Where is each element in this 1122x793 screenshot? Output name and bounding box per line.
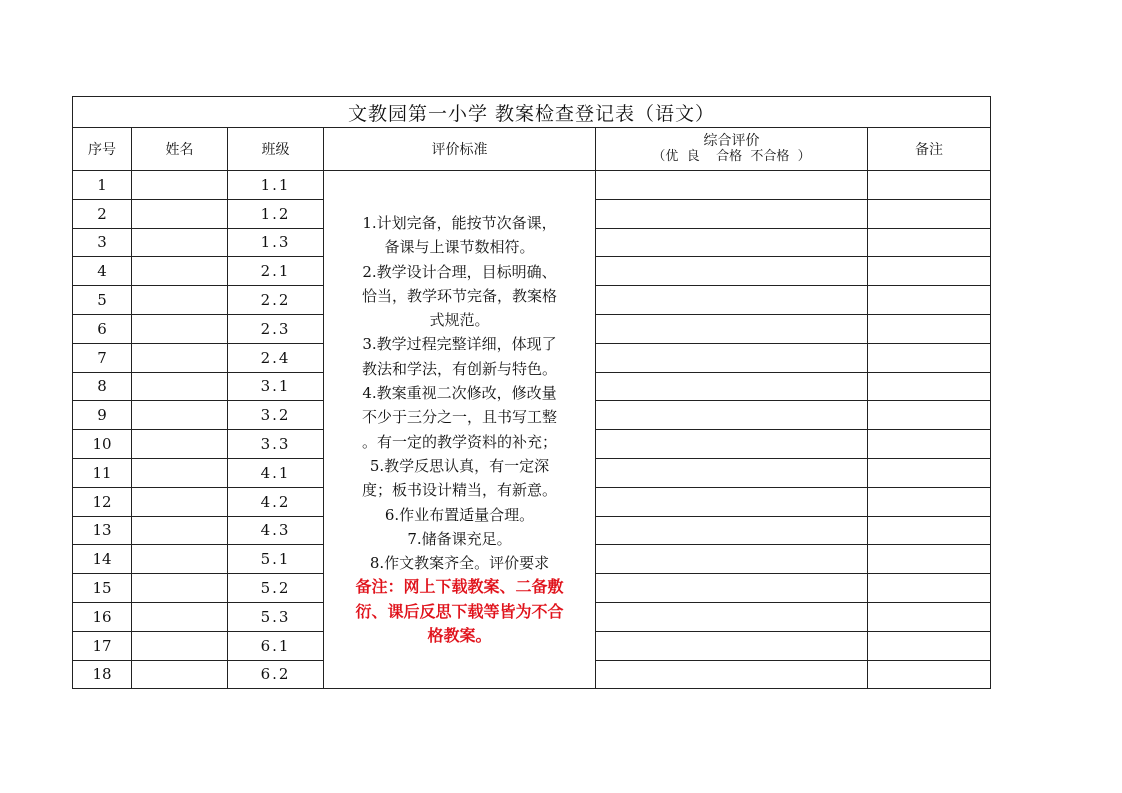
criteria-line: 1.计划完备，能按节次备课， [362, 214, 557, 232]
overall-cell[interactable] [596, 343, 868, 372]
overall-cell[interactable] [596, 458, 868, 487]
class-cell: 3.3 [228, 430, 324, 459]
header-criteria: 评价标准 [324, 128, 596, 171]
name-cell[interactable] [132, 458, 228, 487]
overall-cell[interactable] [596, 228, 868, 257]
name-cell[interactable] [132, 430, 228, 459]
criteria-note-line: 备注：网上下载教案、二备敷 [355, 577, 564, 597]
seq-cell: 4 [73, 257, 132, 286]
inspection-sheet [72, 96, 990, 689]
remarks-cell[interactable] [868, 257, 991, 286]
table-row [73, 171, 991, 200]
overall-cell[interactable] [596, 430, 868, 459]
table-body [73, 171, 991, 689]
class-cell: 3.2 [228, 401, 324, 430]
seq-cell: 3 [73, 228, 132, 257]
class-cell: 5.2 [228, 574, 324, 603]
criteria-line: 7.储备课充足。 [407, 529, 512, 548]
header-remarks: 备注 [868, 128, 991, 171]
criteria-line: 备课与上课节数相符。 [384, 238, 535, 257]
class-cell: 4.3 [228, 516, 324, 545]
class-cell: 1.1 [228, 171, 324, 200]
remarks-cell[interactable] [868, 171, 991, 200]
remarks-cell[interactable] [868, 314, 991, 343]
seq-cell: 2 [73, 199, 132, 228]
remarks-cell[interactable] [868, 372, 991, 401]
registration-table [72, 96, 991, 689]
name-cell[interactable] [132, 602, 228, 631]
remarks-cell[interactable] [868, 545, 991, 574]
overall-cell[interactable] [596, 545, 868, 574]
name-cell[interactable] [132, 516, 228, 545]
name-cell[interactable] [132, 631, 228, 660]
criteria-line: 教法和学法，有创新与特色。 [361, 359, 557, 378]
name-cell[interactable] [132, 171, 228, 200]
criteria-note-line: 衍、课后反思下载等皆为不合 [355, 601, 564, 621]
name-cell[interactable] [132, 286, 228, 315]
overall-cell[interactable] [596, 257, 868, 286]
overall-cell[interactable] [596, 516, 868, 545]
seq-cell: 10 [73, 430, 132, 459]
criteria-line: 4.教案重视二次修改，修改量 [362, 384, 557, 403]
criteria-line: 5.教学反思认真，有一定深 [369, 456, 550, 475]
overall-cell[interactable] [596, 574, 868, 603]
remarks-cell[interactable] [868, 458, 991, 487]
seq-cell: 8 [73, 372, 132, 401]
criteria-line: 8.作文教案齐全。评价要求 [369, 554, 550, 573]
name-cell[interactable] [132, 372, 228, 401]
overall-cell[interactable] [596, 286, 868, 315]
criteria-line: 2.教学设计合理，目标明确、 [362, 262, 557, 281]
header-class: 班级 [228, 128, 324, 171]
class-cell: 1.2 [228, 199, 324, 228]
class-cell: 2.1 [228, 257, 324, 286]
header-overall [596, 128, 868, 171]
criteria-line: 恰当，教学环节完备，教案格 [361, 286, 557, 305]
header-name: 姓名 [132, 128, 228, 171]
criteria-line: 6.作业布置适量合理。 [384, 505, 535, 524]
table-title: 文教园第一小学 教案检查登记表（语文） [73, 97, 991, 128]
seq-cell: 7 [73, 343, 132, 372]
criteria-line: 3.教学过程完整详细，体现了 [362, 335, 557, 354]
header-seq: 序号 [73, 128, 132, 171]
seq-cell: 15 [73, 574, 132, 603]
seq-cell: 14 [73, 545, 132, 574]
seq-cell: 6 [73, 314, 132, 343]
header-overall-options: （优 良 合格 不合格 ） [652, 149, 811, 164]
seq-cell: 18 [73, 660, 132, 689]
seq-cell: 11 [73, 458, 132, 487]
class-cell: 1.3 [228, 228, 324, 257]
remarks-cell[interactable] [868, 631, 991, 660]
name-cell[interactable] [132, 574, 228, 603]
seq-cell: 13 [73, 516, 132, 545]
class-cell: 5.3 [228, 602, 324, 631]
header-overall-label: 综合评价 [703, 133, 760, 149]
remarks-cell[interactable] [868, 487, 991, 516]
name-cell[interactable] [132, 257, 228, 286]
remarks-cell[interactable] [868, 286, 991, 315]
overall-cell[interactable] [596, 171, 868, 200]
remarks-cell[interactable] [868, 199, 991, 228]
remarks-cell[interactable] [868, 660, 991, 689]
seq-cell: 5 [73, 286, 132, 315]
seq-cell: 12 [73, 487, 132, 516]
class-cell: 4.2 [228, 487, 324, 516]
class-cell: 6.2 [228, 660, 324, 689]
remarks-cell[interactable] [868, 574, 991, 603]
overall-cell[interactable] [596, 199, 868, 228]
seq-cell: 9 [73, 401, 132, 430]
class-cell: 2.2 [228, 286, 324, 315]
name-cell[interactable] [132, 545, 228, 574]
criteria-line: 。有一定的教学资料的补充； [361, 432, 557, 451]
seq-cell: 16 [73, 602, 132, 631]
remarks-cell[interactable] [868, 343, 991, 372]
overall-cell[interactable] [596, 602, 868, 631]
overall-cell[interactable] [596, 401, 868, 430]
class-cell: 5.1 [228, 545, 324, 574]
overall-cell[interactable] [596, 487, 868, 516]
criteria-line: 不少于三分之一，且书写工整 [361, 408, 557, 427]
class-cell: 2.3 [228, 314, 324, 343]
name-cell[interactable] [132, 401, 228, 430]
criteria-note-line: 格教案。 [427, 626, 492, 646]
remarks-cell[interactable] [868, 516, 991, 545]
name-cell[interactable] [132, 199, 228, 228]
class-cell: 2.4 [228, 343, 324, 372]
remarks-cell[interactable] [868, 430, 991, 459]
criteria-cell [324, 171, 596, 689]
name-cell[interactable] [132, 660, 228, 689]
header-row [73, 128, 991, 171]
class-cell: 4.1 [228, 458, 324, 487]
remarks-cell[interactable] [868, 228, 991, 257]
seq-cell: 17 [73, 631, 132, 660]
remarks-cell[interactable] [868, 401, 991, 430]
overall-cell[interactable] [596, 631, 868, 660]
name-cell[interactable] [132, 314, 228, 343]
class-cell: 3.1 [228, 372, 324, 401]
remarks-cell[interactable] [868, 602, 991, 631]
name-cell[interactable] [132, 343, 228, 372]
overall-cell[interactable] [596, 314, 868, 343]
name-cell[interactable] [132, 228, 228, 257]
name-cell[interactable] [132, 487, 228, 516]
criteria-line: 度；板书设计精当，有新意。 [361, 481, 557, 500]
overall-cell[interactable] [596, 660, 868, 689]
criteria-line: 式规范。 [429, 311, 490, 330]
seq-cell: 1 [73, 171, 132, 200]
overall-cell[interactable] [596, 372, 868, 401]
class-cell: 6.1 [228, 631, 324, 660]
